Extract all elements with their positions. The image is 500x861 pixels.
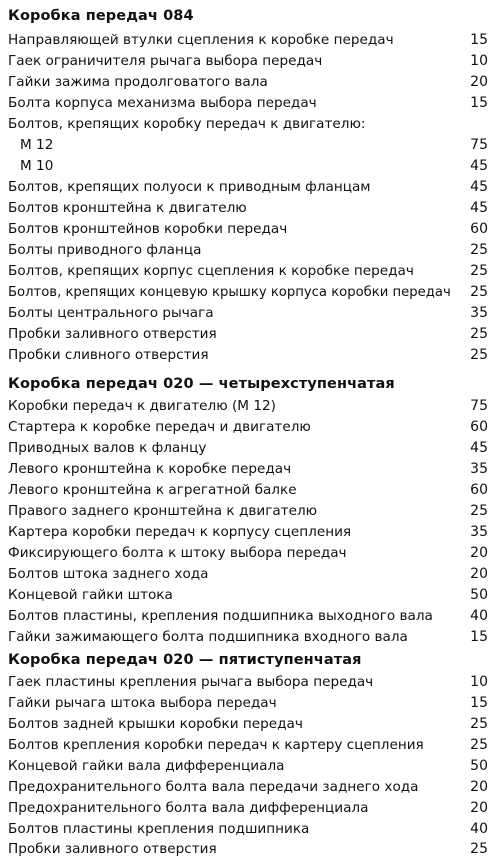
row-label: Левого кронштейна к агрегатной балке	[8, 482, 297, 499]
row-value: 20	[470, 74, 488, 91]
table-row	[8, 798, 490, 819]
row-value: 20	[470, 800, 488, 817]
row-value: 10	[470, 53, 488, 70]
row-value: 20	[470, 779, 488, 796]
row-label: Правого заднего кронштейна к двигателю	[8, 503, 318, 520]
section-heading-020-four-speed: Коробка передач 020 — четырехступенчатая	[8, 376, 395, 392]
row-value: 50	[470, 758, 488, 775]
row-label: Болтов, крепящих коробку передач к двигателю:	[8, 116, 366, 133]
row-label: Болтов пластины крепления подшипника	[8, 821, 310, 838]
row-value: 25	[470, 326, 488, 343]
table-row	[8, 324, 490, 345]
row-label: Пробки сливного отверстия	[8, 347, 209, 364]
row-value: 45	[470, 200, 488, 217]
table-row	[8, 777, 490, 798]
table-row	[8, 396, 490, 417]
table-row	[8, 135, 490, 156]
row-label: Болтов пластины, крепления подшипника выходного вала	[8, 608, 433, 625]
row-label: Болтов кронштейна к двигателю	[8, 200, 247, 217]
row-label: Стартера к коробке передач и двигателю	[8, 419, 311, 436]
table-row	[8, 438, 490, 459]
table-row	[8, 417, 490, 438]
table-row	[8, 606, 490, 627]
table-row	[8, 282, 490, 303]
row-value: 45	[470, 440, 488, 457]
row-value: 20	[470, 545, 488, 562]
table-row	[8, 156, 490, 177]
row-label: Болта корпуса механизма выбора передач	[8, 95, 317, 112]
row-label: Гаек пластины крепления рычага выбора передач	[8, 674, 374, 691]
section-heading-020-five-speed: Коробка передач 020 — пятиступенчатая	[8, 652, 362, 668]
table-row	[8, 345, 490, 366]
row-value: 25	[470, 503, 488, 520]
table-row	[8, 564, 490, 585]
row-value: 60	[470, 221, 488, 238]
row-value: 40	[470, 608, 488, 625]
table-row	[8, 819, 490, 840]
table-row	[8, 585, 490, 606]
row-label: Пробки заливного отверстия	[8, 841, 217, 858]
table-row	[8, 693, 490, 714]
row-label: Предохранительного болта вала передачи заднего хода	[8, 779, 419, 796]
row-value: 75	[470, 137, 488, 154]
table-row	[8, 198, 490, 219]
row-value: 25	[470, 242, 488, 259]
row-label: Картера коробки передач к корпусу сцепления	[8, 524, 352, 541]
table-row	[8, 114, 490, 135]
table-row	[8, 261, 490, 282]
row-label: Предохранительного болта вала дифференциала	[8, 800, 369, 817]
table-row	[8, 177, 490, 198]
row-value: 60	[470, 482, 488, 499]
row-value: 35	[470, 461, 488, 478]
row-label: Пробки заливного отверстия	[8, 326, 217, 343]
row-value: 25	[470, 284, 488, 301]
row-label: М 12	[20, 137, 54, 154]
table-row	[8, 501, 490, 522]
table-row	[8, 30, 490, 51]
row-label: Болты приводного фланца	[8, 242, 202, 259]
row-label: Болтов кронштейнов коробки передач	[8, 221, 288, 238]
row-value: 15	[470, 695, 488, 712]
row-value: 25	[470, 737, 488, 754]
table-row	[8, 240, 490, 261]
row-label: Болтов штока заднего хода	[8, 566, 209, 583]
table-row	[8, 756, 490, 777]
row-label: Болтов, крепящих полуоси к приводным фланцам	[8, 179, 371, 196]
table-row	[8, 303, 490, 324]
table-row	[8, 522, 490, 543]
row-label: Концевой гайки вала дифференциала	[8, 758, 285, 775]
row-label: Гайки рычага штока выбора передач	[8, 695, 277, 712]
row-label: Коробки передач к двигателю (М 12)	[8, 398, 276, 415]
table-row	[8, 543, 490, 564]
row-value: 40	[470, 821, 488, 838]
table-row	[8, 714, 490, 735]
row-value: 60	[470, 419, 488, 436]
table-row	[8, 459, 490, 480]
table-row	[8, 735, 490, 756]
row-label: Болты центрального рычага	[8, 305, 214, 322]
row-label: Гайки зажима продолговатого вала	[8, 74, 268, 91]
table-row	[8, 72, 490, 93]
row-label: Болтов крепления коробки передач к картеру сцепления	[8, 737, 424, 754]
row-label: Гайки зажимающего болта подшипника входного вала	[8, 629, 408, 646]
table-row	[8, 672, 490, 693]
row-value: 35	[470, 524, 488, 541]
section-heading-084: Коробка передач 084	[8, 8, 194, 24]
row-value: 45	[470, 158, 488, 175]
row-label: Приводных валов к фланцу	[8, 440, 207, 457]
row-value: 75	[470, 398, 488, 415]
row-label: Направляющей втулки сцепления к коробке передач	[8, 32, 394, 49]
row-value: 25	[470, 841, 488, 858]
row-label: Болтов задней крышки коробки передач	[8, 716, 303, 733]
row-label: Фиксирующего болта к штоку выбора передач	[8, 545, 347, 562]
row-value: 50	[470, 587, 488, 604]
row-value: 25	[470, 263, 488, 280]
table-row	[8, 480, 490, 501]
row-label: Концевой гайки штока	[8, 587, 173, 604]
row-label: Болтов, крепящих корпус сцепления к коробке передач	[8, 263, 414, 280]
row-value: 25	[470, 347, 488, 364]
row-value: 20	[470, 566, 488, 583]
table-row	[8, 219, 490, 240]
row-value: 15	[470, 32, 488, 49]
row-value: 10	[470, 674, 488, 691]
row-label: Болтов, крепящих концевую крышку корпуса коробки передач	[8, 284, 451, 300]
table-row	[8, 93, 490, 114]
row-value: 15	[470, 95, 488, 112]
table-row	[8, 627, 490, 648]
row-label: Гаек ограничителя рычага выбора передач	[8, 53, 323, 70]
table-row	[8, 839, 490, 860]
row-label: М 10	[20, 158, 54, 175]
table-row	[8, 51, 490, 72]
row-value: 35	[470, 305, 488, 322]
row-value: 25	[470, 716, 488, 733]
row-value: 15	[470, 629, 488, 646]
row-value: 45	[470, 179, 488, 196]
row-label: Левого кронштейна к коробке передач	[8, 461, 292, 478]
